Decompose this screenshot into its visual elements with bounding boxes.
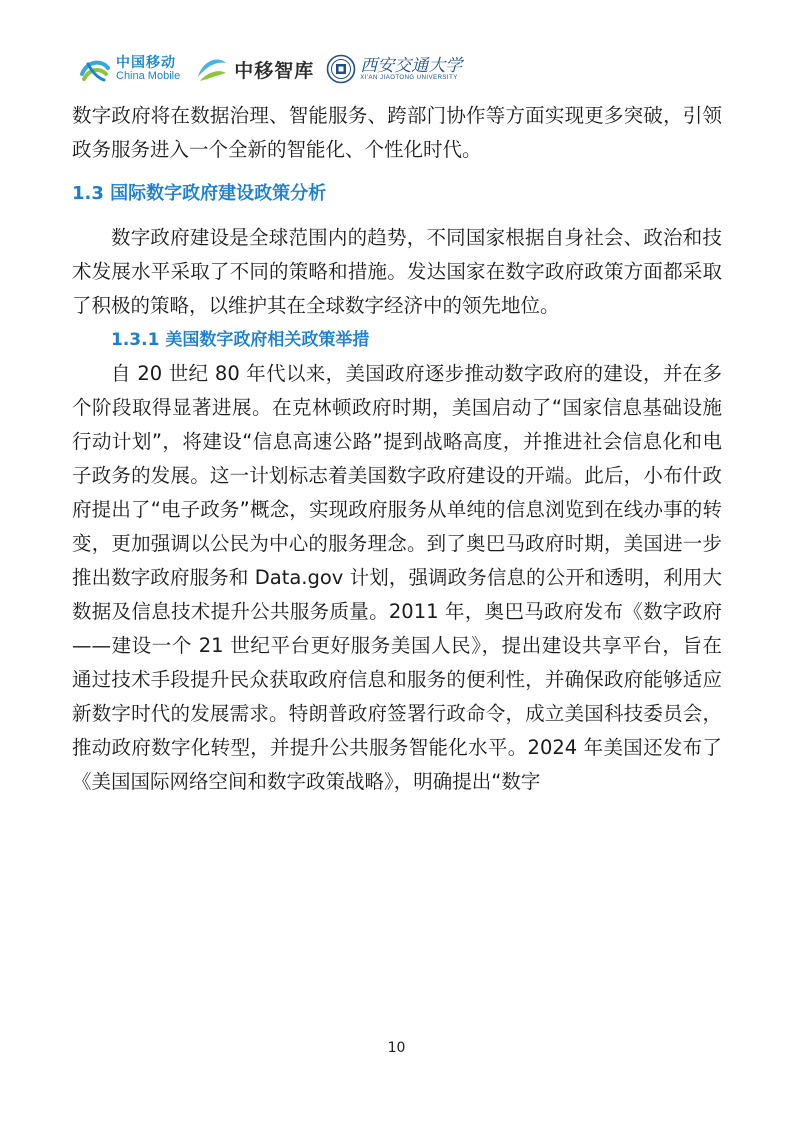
page-number: 10 — [387, 1040, 406, 1056]
zhongyi-zhiku-logo — [194, 53, 314, 85]
section-heading-1-3: 1.3 国际数字政府建设政策分析 — [72, 183, 327, 204]
section-1-3-paragraph: 数字政府建设是全球范围内的趋势，不同国家根据自身社会、政治和技术发展水平采取了不同的策略和措施。发达国家在数字政府政策方面都采取了积极的策略，以维护其在全球数字经济中的领先地位。 — [72, 226, 722, 317]
china-mobile-en: China Mobile — [116, 69, 181, 82]
xjtu-seal-icon — [326, 54, 356, 84]
page-header — [78, 46, 462, 92]
subsection-heading-1-3-1: 1.3.1 美国数字政府相关政策举措 — [111, 330, 370, 350]
zhongyi-zhiku-text: 中移智库 — [234, 59, 315, 82]
china-mobile-logo — [78, 54, 180, 84]
china-mobile-cn: 中国移动 — [116, 54, 176, 71]
zhongyi-zhiku-logo-icon — [194, 53, 230, 85]
intro-paragraph: 数字政府将在数据治理、智能服务、跨部门协作等方面实现更多突破，引领政务服务进入一个全新的智能化、个性化时代。 — [72, 104, 722, 161]
xjtu-logo — [326, 54, 462, 84]
china-mobile-logo-icon — [78, 54, 112, 84]
subsection-1-3-1-paragraph: 自 20 世纪 80 年代以来，美国政府逐步推动数字政府的建设，并在多个阶段取得显著进展。在克林顿政府时期，美国启动了“国家信息基础设施行动计划”，将建设“信息高速公路”提到战略高度，并推进社会信息化和电子政务的发展。这一计划标志着美国数字政府建设的开端。此后，小布什政府提出了“电子政务”概念，实现政府服务从单纯的信息浏览到在线办事的转变，更加强调以公民为中心的服务理念。到了奥巴马政府时期，美国进一步推出数字政府服务和 Data.gov 计划，强调政务信息的公开和透明，利用大数据及信息技术提升公共服务质量。2011 年，奥巴马政府发布《数字政府——建设一个 21 世纪平台更好服务美国人民》，提出建设共享平台，旨在通过技术手段提升民众获取政府信息和服务的便利性，并确保政府能够适应新数字时代的发展需求。特朗普政府签署行政命令，成立美国科技委员会，推动政府数字化转型，并提升公共服务智能化水平。2024 年美国还发布了《美国国际网络空间和数字政策战略》，明确提出“数字 — [72, 362, 722, 793]
page-body — [72, 99, 722, 799]
xjtu-en: XI'AN JIAOTONG UNIVERSITY — [360, 74, 458, 81]
xjtu-cn: 西安交通大学 — [360, 55, 463, 76]
